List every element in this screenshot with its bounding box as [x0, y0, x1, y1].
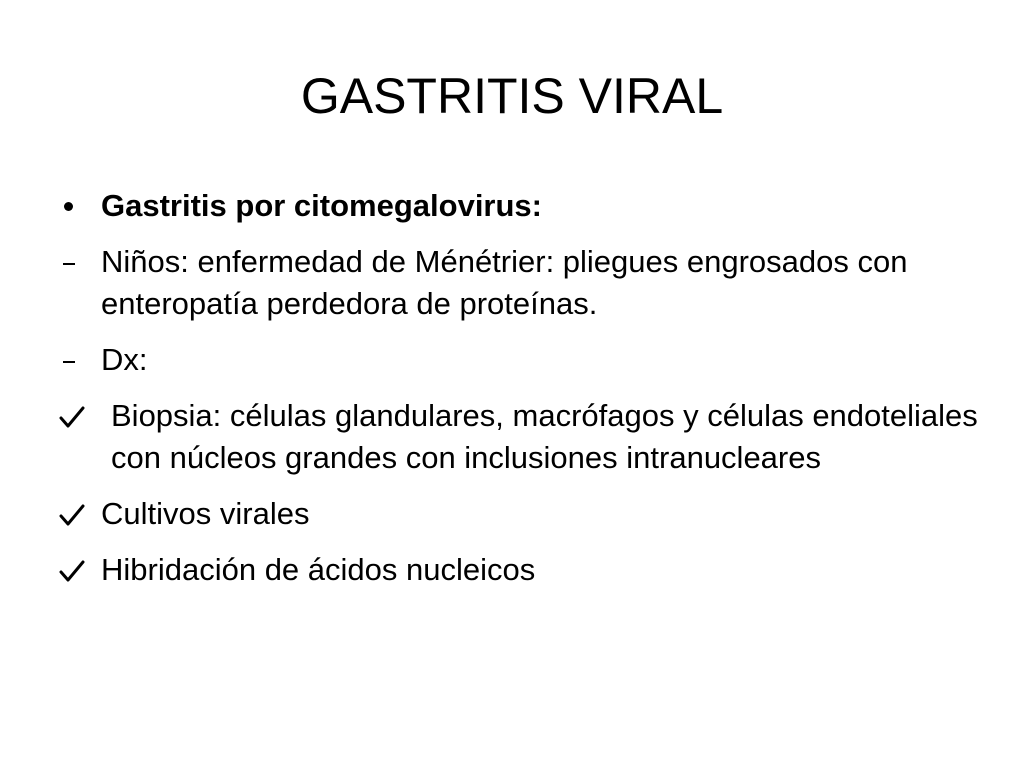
checkmark-icon: [58, 395, 101, 437]
list-item-text: Cultivos virales: [101, 496, 310, 531]
list-item: [58, 339, 978, 381]
dash-icon: [58, 241, 101, 283]
list-item-text: Dx:: [101, 342, 148, 377]
list-item-text: Biopsia: células glandulares, macrófagos y células endoteliales con núcleos grandes con inclusiones intranucleares: [111, 398, 978, 475]
list-item-text: Gastritis por citomegalovirus:: [101, 188, 542, 223]
list-item: [58, 185, 978, 227]
dash-icon: [58, 339, 101, 381]
slide-title: GASTRITIS VIRAL: [300, 68, 724, 124]
list-item: [58, 549, 978, 591]
list-item: [58, 395, 978, 479]
list-item: [58, 241, 978, 325]
list-item: [58, 493, 978, 535]
slide-content: [58, 185, 978, 605]
checkmark-icon: [58, 549, 101, 591]
bullet-icon: [58, 185, 101, 227]
list-item-text: Niños: enfermedad de Ménétrier: pliegues engrosados con enteropatía perdedora de proteínas.: [101, 244, 908, 321]
list-item-text: Hibridación de ácidos nucleicos: [101, 552, 536, 587]
checkmark-icon: [58, 493, 101, 535]
